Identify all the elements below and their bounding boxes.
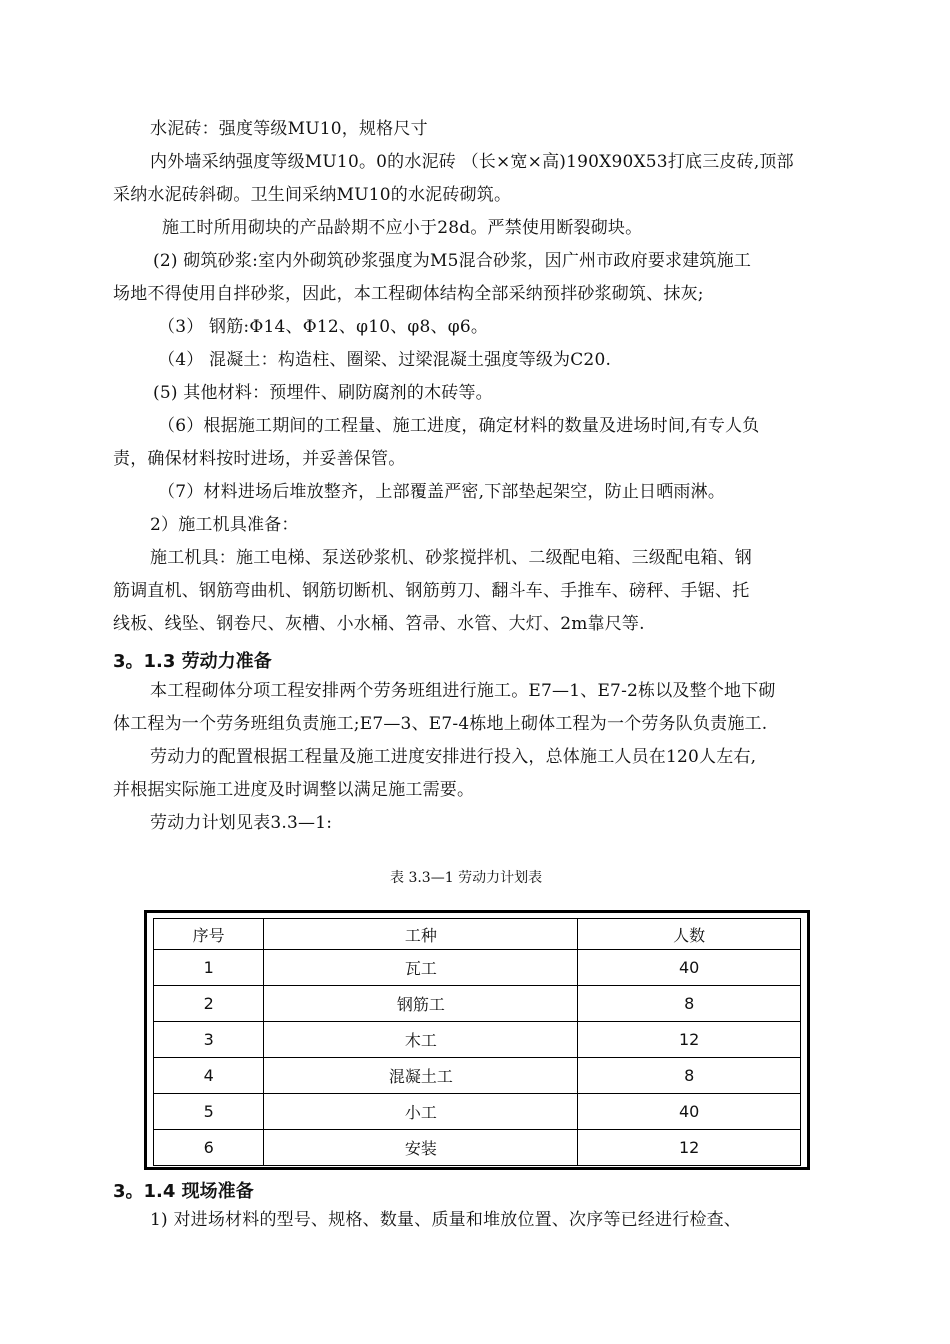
table-row — [154, 1094, 801, 1130]
cell-trade: 混凝土工 — [264, 1058, 578, 1094]
cell-count: 40 — [578, 1094, 801, 1130]
cell-seq: 5 — [154, 1094, 264, 1130]
table-row — [154, 950, 801, 986]
other-materials-line: (5) 其他材料：预埋件、刷防腐剂的木砖等。 — [153, 383, 493, 403]
machinery-list-line-2: 筋调直机、钢筋弯曲机、钢筋切断机、钢筋剪刀、翻斗车、手推车、磅秤、手锯、托 — [113, 581, 750, 601]
material-quantity-line-2: 责，确保材料按时进场，并妥善保管。 — [113, 449, 406, 469]
cell-seq: 4 — [154, 1058, 264, 1094]
table-row — [154, 1130, 801, 1166]
material-quantity-line-1: （6）根据施工期间的工程量、施工进度，确定材料的数量及进场时间,有专人负 — [158, 416, 760, 436]
cell-count: 12 — [578, 1022, 801, 1058]
brick-desc-line-2: 采纳水泥砖斜砌。卫生间采纳MU10的水泥砖砌筑。 — [113, 185, 512, 205]
site-item-1: 1) 对进场材料的型号、规格、数量、质量和堆放位置、次序等已经进行检查、 — [150, 1210, 742, 1230]
block-age-note: 施工时所用砌块的产品龄期不应小于28d。严禁使用断裂砌块。 — [162, 218, 643, 238]
cell-seq: 2 — [154, 986, 264, 1022]
machinery-title: 2）施工机具准备： — [150, 515, 299, 535]
labor-para-2-line-1: 劳动力的配置根据工程量及施工进度安排进行投入，总体施工人员在120人左右, — [150, 747, 757, 767]
rebar-line: （3） 钢筋:Φ14、Φ12、φ10、φ8、φ6。 — [158, 317, 489, 337]
cell-count: 8 — [578, 1058, 801, 1094]
labor-table-reference: 劳动力计划见表3.3—1: — [150, 813, 333, 833]
cell-trade: 钢筋工 — [264, 986, 578, 1022]
labor-heading: 3。1.3 劳动力准备 — [113, 651, 272, 672]
cell-trade: 小工 — [264, 1094, 578, 1130]
cell-trade: 瓦工 — [264, 950, 578, 986]
table-caption: 表 3.3—1 劳动力计划表 — [390, 870, 543, 886]
mortar-line-2: 场地不得使用自拌砂浆，因此，本工程砌体结构全部采纳预拌砂浆砌筑、抹灰; — [113, 284, 704, 304]
material-stacking-line: （7）材料进场后堆放整齐，上部覆盖严密,下部垫起架空，防止日晒雨淋。 — [158, 482, 726, 502]
header-trade: 工种 — [264, 919, 578, 950]
labor-para-1-line-2: 体工程为一个劳务班组负责施工;E7—3、E7-4栋地上砌体工程为一个劳务队负责施工. — [113, 714, 768, 734]
table-row — [154, 1058, 801, 1094]
site-heading: 3。1.4 现场准备 — [113, 1181, 254, 1202]
labor-plan-table-frame — [144, 910, 810, 1170]
machinery-list-line-3: 线板、线坠、钢卷尺、灰槽、小水桶、笤帚、水管、大灯、2m靠尺等. — [113, 614, 645, 634]
concrete-line: （4） 混凝土：构造柱、圈梁、过梁混凝土强度等级为C20. — [158, 350, 612, 370]
cell-trade: 安装 — [264, 1130, 578, 1166]
machinery-list-line-1: 施工机具：施工电梯、泵送砂浆机、砂浆搅拌机、二级配电箱、三级配电箱、钢 — [150, 548, 752, 568]
cell-seq: 1 — [154, 950, 264, 986]
cell-trade: 木工 — [264, 1022, 578, 1058]
table-header-row — [154, 919, 801, 950]
labor-para-2-line-2: 并根据实际施工进度及时调整以满足施工需要。 — [113, 780, 475, 800]
cell-seq: 3 — [154, 1022, 264, 1058]
header-seq: 序号 — [154, 919, 264, 950]
table-row — [154, 1022, 801, 1058]
labor-plan-table — [153, 918, 801, 1166]
table-row — [154, 986, 801, 1022]
cell-seq: 6 — [154, 1130, 264, 1166]
cell-count: 12 — [578, 1130, 801, 1166]
brick-title: 水泥砖：强度等级MU10，规格尺寸 — [150, 119, 428, 139]
brick-desc-line-1: 内外墙采纳强度等级MU10。0的水泥砖 （长×宽×高)190X90X53打底三皮砖,顶部 — [150, 152, 794, 172]
mortar-line-1: (2) 砌筑砂浆:室内外砌筑砂浆强度为M5混合砂浆，因广州市政府要求建筑施工 — [153, 251, 752, 271]
cell-count: 40 — [578, 950, 801, 986]
header-count: 人数 — [578, 919, 801, 950]
cell-count: 8 — [578, 986, 801, 1022]
labor-para-1-line-1: 本工程砌体分项工程安排两个劳务班组进行施工。E7—1、E7-2栋以及整个地下砌 — [150, 681, 776, 701]
